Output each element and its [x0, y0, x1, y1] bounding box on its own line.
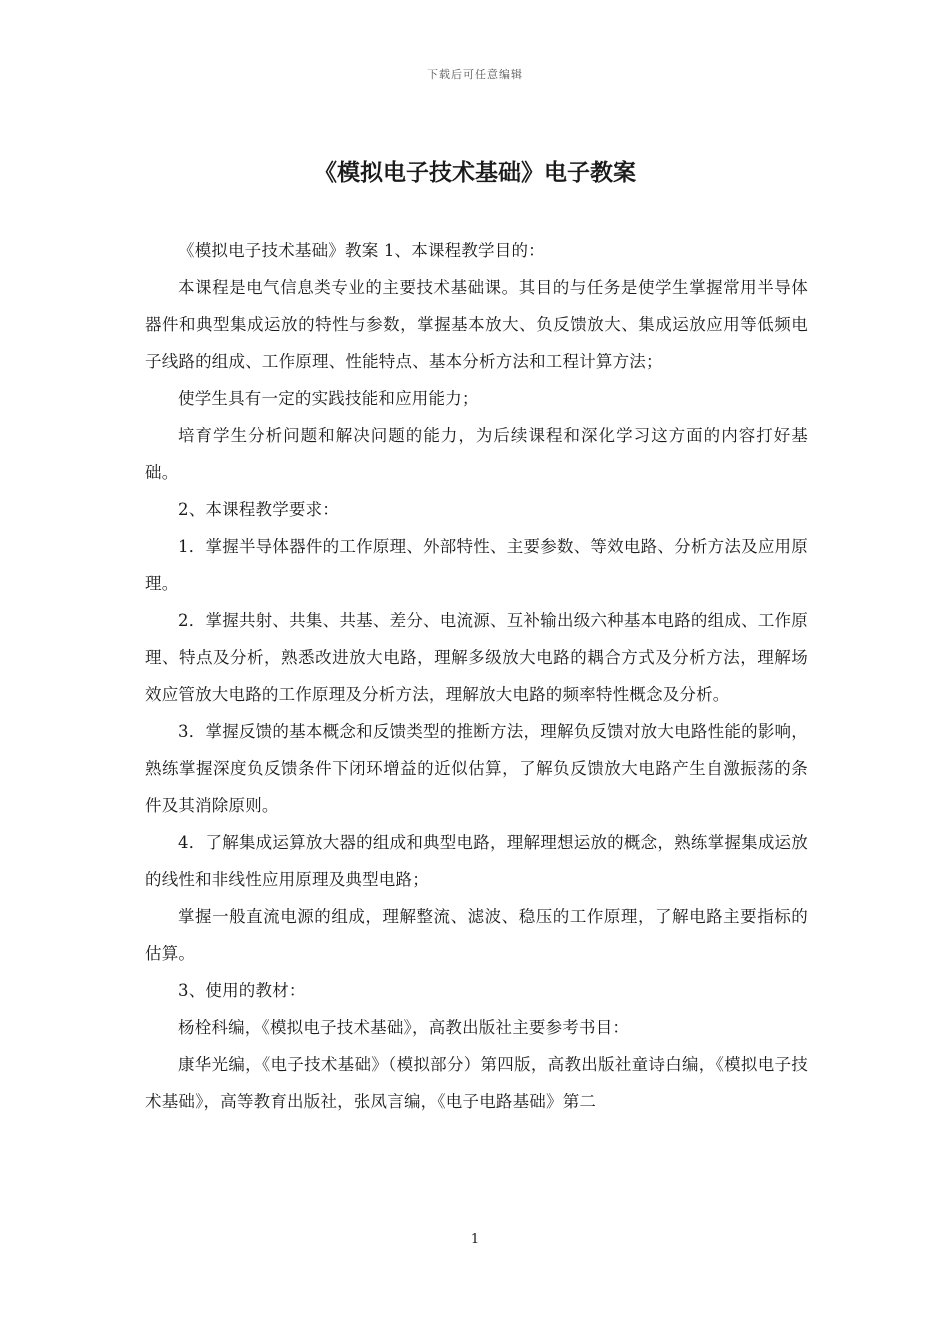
paragraph-reference-books: 康华光编，《电子技术基础》（模拟部分）第四版，高教出版社童诗白编，《模拟电子技术基础》，高等教育出版社，张凤言编，《电子电路基础》第二: [145, 1055, 808, 1111]
paragraph-practical-skills: 使学生具有一定的实践技能和应用能力；: [178, 389, 479, 408]
paragraph-power-supply: 掌握一般直流电源的组成，理解整流、滤波、稳压的工作原理，了解电路主要指标的估算。: [145, 907, 808, 963]
paragraph-course-objective-heading: 《模拟电子技术基础》教案 1、本课程教学目的：: [178, 241, 545, 260]
paragraph-textbook-heading: 3、使用的教材：: [178, 981, 306, 1000]
paragraph-requirement-4: 4．了解集成运算放大器的组成和典型电路，理解理想运放的概念，熟练掌握集成运放的线性和非线性应用原理及典型电路；: [145, 833, 808, 889]
document-title: 《模拟电子技术基础》电子教案: [314, 160, 636, 186]
paragraph-requirement-3: 3．掌握反馈的基本概念和反馈类型的推断方法，理解负反馈对放大电路性能的影响，熟练掌握深度负反馈条件下闭环增益的近似估算，了解负反馈放大电路产生自激振荡的条件及其消除原则。: [145, 722, 808, 815]
paragraph-requirements-heading: 2、本课程教学要求：: [178, 500, 339, 519]
paragraph-requirement-1: 1．掌握半导体器件的工作原理、外部特性、主要参数、等效电路、分析方法及应用原理。: [145, 537, 808, 593]
paragraph-main-textbook: 杨栓科编，《模拟电子技术基础》，高教出版社主要参考书目：: [178, 1018, 630, 1037]
header-note: 下载后可任意编辑: [427, 68, 523, 81]
page-number: 1: [470, 1232, 480, 1247]
document-body: [145, 232, 808, 1120]
paragraph-analysis-ability: 培育学生分析问题和解决问题的能力，为后续课程和深化学习这方面的内容打好基础。: [145, 426, 808, 482]
paragraph-requirement-2: 2．掌握共射、共集、共基、差分、电流源、互补输出级六种基本电路的组成、工作原理、特点及分析，熟悉改进放大电路，理解多级放大电路的耦合方式及分析方法，理解场效应管放大电路的工作原理及分析方法，理解放大电路的频率特性概念及分析。: [145, 611, 808, 704]
paragraph-course-purpose: 本课程是电气信息类专业的主要技术基础课。其目的与任务是使学生掌握常用半导体器件和典型集成运放的特性与参数，掌握基本放大、负反馈放大、集成运放应用等低频电子线路的组成、工作原理、性能特点、基本分析方法和工程计算方法；: [145, 278, 808, 371]
